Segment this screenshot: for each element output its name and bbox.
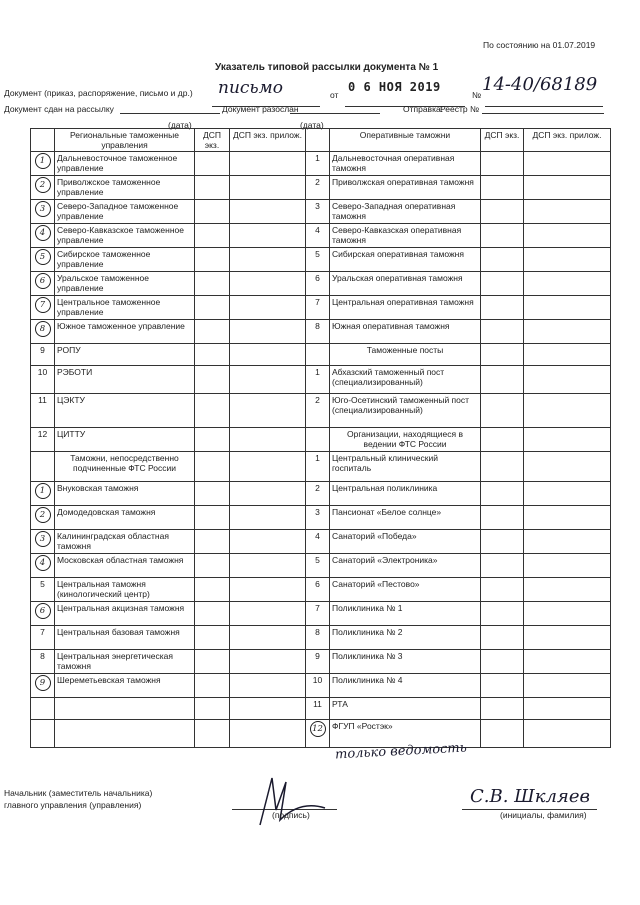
- right-row-number: [306, 626, 330, 650]
- row-number-text: 7: [315, 297, 320, 307]
- right-dsp-cell: [481, 452, 524, 482]
- left-row-number: [31, 482, 55, 506]
- right-dsp-att-cell: [524, 428, 611, 452]
- right-row-number: [306, 554, 330, 578]
- right-dsp-cell: [481, 296, 524, 320]
- left-row-name: Шереметьевская таможня: [55, 674, 195, 698]
- left-dsp-cell: [195, 320, 230, 344]
- left-dsp-cell: [195, 296, 230, 320]
- right-row-name: Санаторий «Пестово»: [330, 578, 481, 602]
- left-row-name: Центральная таможня (кинологический центр): [55, 578, 195, 602]
- right-dsp-cell: [481, 344, 524, 366]
- table-row: [31, 176, 611, 200]
- right-dsp-att-cell: [524, 248, 611, 272]
- left-dsp-att-cell: [230, 720, 306, 748]
- left-row-number: [31, 224, 55, 248]
- circled-number-mark: 2: [35, 177, 51, 193]
- right-dsp-cell: [481, 248, 524, 272]
- right-dsp-att-cell: [524, 626, 611, 650]
- right-row-number: [306, 366, 330, 394]
- left-row-name: Центральная акцизная таможня: [55, 602, 195, 626]
- right-dsp-att-cell: [524, 530, 611, 554]
- row-number-text: 4: [315, 531, 320, 541]
- left-dsp-att-cell: [230, 320, 306, 344]
- table-row: [31, 720, 611, 748]
- right-row-number: [306, 248, 330, 272]
- left-dsp-cell: [195, 452, 230, 482]
- table-row: [31, 366, 611, 394]
- right-dsp-cell: [481, 200, 524, 224]
- right-dsp-att-cell: [524, 720, 611, 748]
- name-handwritten: С.В. Шкляев: [470, 786, 590, 807]
- right-row-name: Уральская оперативная таможня: [330, 272, 481, 296]
- table-row: [31, 200, 611, 224]
- left-row-number: [31, 272, 55, 296]
- right-row-number: [306, 296, 330, 320]
- table-row: [31, 506, 611, 530]
- right-row-number: [306, 200, 330, 224]
- table-row: [31, 482, 611, 506]
- left-row-number: [31, 578, 55, 602]
- right-dsp-cell: [481, 272, 524, 296]
- sent-line: [120, 112, 220, 114]
- left-row-number: [31, 152, 55, 176]
- handwritten-note: только ведомость: [334, 740, 468, 763]
- right-row-name: Центральный клинический госпиталь: [330, 452, 481, 482]
- table-row: [31, 296, 611, 320]
- table-row: [31, 320, 611, 344]
- right-dsp-att-cell: [524, 698, 611, 720]
- left-dsp-att-cell: [230, 394, 306, 428]
- row-number-text: 10: [312, 675, 323, 685]
- left-row-number: [31, 698, 55, 720]
- row-number-text: 6: [315, 579, 320, 589]
- distributed-label: Документ разослан: [222, 104, 299, 114]
- sent-label: Документ сдан на рассылку: [4, 104, 114, 114]
- left-row-name: Калининградская областная таможня: [55, 530, 195, 554]
- from-label: от: [330, 90, 339, 100]
- right-row-name: Юго-Осетинский таможенный пост (специализированный): [330, 394, 481, 428]
- left-dsp-cell: [195, 626, 230, 650]
- right-row-number: [306, 320, 330, 344]
- left-row-name: Центральная энергетическая таможня: [55, 650, 195, 674]
- right-dsp-att-cell: [524, 152, 611, 176]
- row-number-text: 6: [315, 273, 320, 283]
- left-dsp-cell: [195, 578, 230, 602]
- row-number-text: 5: [315, 555, 320, 565]
- right-dsp-cell: [481, 482, 524, 506]
- circled-number-mark: 1: [35, 153, 51, 169]
- right-row-number: [306, 394, 330, 428]
- row-number-text: 9: [315, 651, 320, 661]
- right-row-name: Центральная поликлиника: [330, 482, 481, 506]
- left-dsp-att-cell: [230, 272, 306, 296]
- row-number-text: 8: [315, 627, 320, 637]
- row-number-text: 10: [37, 367, 48, 377]
- left-row-name: Центральное таможенное управление: [55, 296, 195, 320]
- left-dsp-att-cell: [230, 248, 306, 272]
- left-row-number: [31, 650, 55, 674]
- right-dsp-att-cell: [524, 320, 611, 344]
- right-dsp-cell: [481, 428, 524, 452]
- right-row-name: Южная оперативная таможня: [330, 320, 481, 344]
- left-dsp-att-cell: [230, 152, 306, 176]
- table-row: [31, 626, 611, 650]
- right-dsp-att-cell: [524, 200, 611, 224]
- registry-label: Реестр №: [440, 104, 480, 114]
- right-dsp-cell: [481, 554, 524, 578]
- right-dsp-att-cell: [524, 224, 611, 248]
- right-row-name: Поликлиника № 4: [330, 674, 481, 698]
- left-dsp-cell: [195, 650, 230, 674]
- left-row-number: [31, 366, 55, 394]
- left-row-number: [31, 344, 55, 366]
- left-row-name: РЭБОТИ: [55, 366, 195, 394]
- row-number-text: 9: [40, 345, 45, 355]
- row-number-text: 7: [315, 603, 320, 613]
- right-row-name: Таможенные посты: [330, 344, 481, 366]
- right-dsp-cell: [481, 720, 524, 748]
- distribution-table: [30, 128, 611, 748]
- left-dsp-cell: [195, 530, 230, 554]
- right-dsp-cell: [481, 530, 524, 554]
- left-dsp-cell: [195, 200, 230, 224]
- right-dsp-cell: [481, 176, 524, 200]
- table-row: [31, 602, 611, 626]
- row-number-text: 8: [40, 651, 45, 661]
- left-row-number: [31, 428, 55, 452]
- row-number-text: 7: [40, 627, 45, 637]
- header-num-right: [306, 129, 330, 152]
- row-number-text: 2: [315, 395, 320, 405]
- right-row-name: Поликлиника № 3: [330, 650, 481, 674]
- right-row-number: [306, 602, 330, 626]
- right-row-name: Абхазский таможенный пост (специализированный): [330, 366, 481, 394]
- left-dsp-cell: [195, 224, 230, 248]
- table-row: [31, 394, 611, 428]
- right-row-number: [306, 720, 330, 748]
- table-row: [31, 452, 611, 482]
- row-number-text: 11: [313, 699, 322, 709]
- header-dsp-right: ДСП экз.: [481, 129, 524, 152]
- left-dsp-att-cell: [230, 506, 306, 530]
- date-caption-2: (дата): [300, 120, 324, 130]
- right-dsp-cell: [481, 152, 524, 176]
- registry-line: [482, 112, 604, 114]
- right-dsp-att-cell: [524, 176, 611, 200]
- left-dsp-att-cell: [230, 428, 306, 452]
- right-row-number: [306, 152, 330, 176]
- right-dsp-att-cell: [524, 366, 611, 394]
- right-dsp-cell: [481, 650, 524, 674]
- left-row-number: [31, 602, 55, 626]
- right-row-number: [306, 578, 330, 602]
- right-row-name: Санаторий «Электроника»: [330, 554, 481, 578]
- right-dsp-att-cell: [524, 578, 611, 602]
- right-row-number: [306, 506, 330, 530]
- right-dsp-cell: [481, 578, 524, 602]
- left-dsp-cell: [195, 366, 230, 394]
- right-row-number: [306, 650, 330, 674]
- right-row-number: [306, 482, 330, 506]
- right-row-name: Северо-Кавказская оперативная таможня: [330, 224, 481, 248]
- left-row-name: Приволжское таможенное управление: [55, 176, 195, 200]
- row-number-text: 4: [315, 225, 320, 235]
- left-row-number: [31, 554, 55, 578]
- right-row-name: ФГУП «Ростэк»: [330, 720, 481, 748]
- row-number-text: 2: [315, 483, 320, 493]
- right-row-number: [306, 698, 330, 720]
- doc-type-handwritten: письмо: [218, 78, 284, 98]
- left-row-number: [31, 530, 55, 554]
- right-dsp-att-cell: [524, 674, 611, 698]
- right-row-name: Поликлиника № 1: [330, 602, 481, 626]
- left-row-name: ЦЭКТУ: [55, 394, 195, 428]
- left-dsp-att-cell: [230, 224, 306, 248]
- right-row-number: [306, 272, 330, 296]
- signature-caption: (подпись): [272, 810, 310, 820]
- distributed-line: [290, 112, 380, 114]
- right-row-name: Пансионат «Белое солнце»: [330, 506, 481, 530]
- circled-number-mark: 4: [35, 555, 51, 571]
- left-dsp-cell: [195, 428, 230, 452]
- circled-number-mark: 6: [35, 603, 51, 619]
- left-row-number: [31, 394, 55, 428]
- left-row-name: Северо-Кавказское таможенное управление: [55, 224, 195, 248]
- left-dsp-att-cell: [230, 674, 306, 698]
- left-dsp-att-cell: [230, 176, 306, 200]
- right-row-number: [306, 176, 330, 200]
- right-row-name: Поликлиника № 2: [330, 626, 481, 650]
- left-row-name: Северо-Западное таможенное управление: [55, 200, 195, 224]
- right-dsp-cell: [481, 698, 524, 720]
- left-row-name: Таможни, непосредственно подчиненные ФТС России: [55, 452, 195, 482]
- right-dsp-cell: [481, 602, 524, 626]
- right-dsp-att-cell: [524, 602, 611, 626]
- left-row-name: Дальневосточное таможенное управление: [55, 152, 195, 176]
- right-row-number: [306, 674, 330, 698]
- left-row-name: ЦИТТУ: [55, 428, 195, 452]
- date-caption-1: (дата): [168, 120, 192, 130]
- row-number-text: 3: [315, 201, 320, 211]
- table-row: [31, 578, 611, 602]
- left-row-name: Сибирское таможенное управление: [55, 248, 195, 272]
- left-dsp-cell: [195, 344, 230, 366]
- circled-number-mark: 7: [35, 297, 51, 313]
- right-dsp-att-cell: [524, 506, 611, 530]
- right-dsp-att-cell: [524, 394, 611, 428]
- table-row: [31, 554, 611, 578]
- row-number-text: 1: [315, 367, 320, 377]
- right-dsp-cell: [481, 506, 524, 530]
- table-row: [31, 248, 611, 272]
- left-row-name: [55, 698, 195, 720]
- left-dsp-att-cell: [230, 344, 306, 366]
- left-row-number: [31, 626, 55, 650]
- circled-number-mark: 6: [35, 273, 51, 289]
- right-dsp-cell: [481, 366, 524, 394]
- left-dsp-cell: [195, 152, 230, 176]
- left-dsp-cell: [195, 248, 230, 272]
- left-row-number: [31, 248, 55, 272]
- chief-label-2: главного управления (управления): [4, 800, 142, 810]
- right-dsp-cell: [481, 224, 524, 248]
- left-row-number: [31, 176, 55, 200]
- left-row-name: [55, 720, 195, 748]
- right-dsp-cell: [481, 674, 524, 698]
- table-row: [31, 674, 611, 698]
- circled-number-mark: 8: [35, 321, 51, 337]
- circled-number-mark: 5: [35, 249, 51, 265]
- left-row-number: [31, 674, 55, 698]
- number-label: №: [472, 90, 482, 100]
- left-row-name: РОПУ: [55, 344, 195, 366]
- row-number-text: 5: [40, 579, 45, 589]
- right-row-name: Северо-Западная оперативная таможня: [330, 200, 481, 224]
- circled-number-mark: 12: [310, 721, 326, 737]
- table-row: [31, 428, 611, 452]
- right-row-number: [306, 452, 330, 482]
- left-dsp-cell: [195, 602, 230, 626]
- circled-number-mark: 1: [35, 483, 51, 499]
- header-operational: Оперативные таможни: [330, 129, 481, 152]
- left-dsp-att-cell: [230, 366, 306, 394]
- left-dsp-att-cell: [230, 452, 306, 482]
- right-row-number: [306, 428, 330, 452]
- circled-number-mark: 3: [35, 531, 51, 547]
- right-row-number: [306, 224, 330, 248]
- right-dsp-att-cell: [524, 554, 611, 578]
- table-row: [31, 224, 611, 248]
- table-row: [31, 344, 611, 366]
- left-dsp-cell: [195, 482, 230, 506]
- left-row-name: Домодедовская таможня: [55, 506, 195, 530]
- chief-label-1: Начальник (заместитель начальника): [4, 788, 153, 798]
- right-dsp-cell: [481, 320, 524, 344]
- right-row-name: Дальневосточная оперативная таможня: [330, 152, 481, 176]
- right-row-name: РТА: [330, 698, 481, 720]
- right-row-name: Центральная оперативная таможня: [330, 296, 481, 320]
- header-dsp-att-left: ДСП экз. прилож.: [230, 129, 306, 152]
- right-dsp-att-cell: [524, 650, 611, 674]
- right-row-name: Приволжская оперативная таможня: [330, 176, 481, 200]
- left-dsp-cell: [195, 554, 230, 578]
- left-dsp-att-cell: [230, 296, 306, 320]
- left-dsp-cell: [195, 394, 230, 428]
- row-number-text: 5: [315, 249, 320, 259]
- name-caption: (инициалы, фамилия): [500, 810, 587, 820]
- header-dsp-att-right: ДСП экз. прилож.: [524, 129, 611, 152]
- table-row: [31, 650, 611, 674]
- doc-number-line: [485, 96, 603, 107]
- left-dsp-att-cell: [230, 554, 306, 578]
- left-row-number: [31, 200, 55, 224]
- right-row-name: Санаторий «Победа»: [330, 530, 481, 554]
- shipment-label: Отправка:: [403, 104, 444, 114]
- right-row-number: [306, 530, 330, 554]
- left-row-number: [31, 720, 55, 748]
- left-dsp-cell: [195, 176, 230, 200]
- left-dsp-cell: [195, 272, 230, 296]
- table-row: [31, 152, 611, 176]
- circled-number-mark: 4: [35, 225, 51, 241]
- left-row-number: [31, 452, 55, 482]
- left-dsp-att-cell: [230, 602, 306, 626]
- doc-date-stamp: 0 6 НОЯ 2019: [348, 80, 441, 94]
- circled-number-mark: 3: [35, 201, 51, 217]
- row-number-text: 3: [315, 507, 320, 517]
- signature-mark: [240, 770, 330, 830]
- left-dsp-cell: [195, 720, 230, 748]
- left-row-number: [31, 506, 55, 530]
- row-number-text: 2: [315, 177, 320, 187]
- left-row-name: Московская областная таможня: [55, 554, 195, 578]
- table-row: [31, 272, 611, 296]
- left-row-number: [31, 320, 55, 344]
- left-dsp-att-cell: [230, 200, 306, 224]
- left-dsp-att-cell: [230, 650, 306, 674]
- left-row-name: Внуковская таможня: [55, 482, 195, 506]
- right-row-number: [306, 344, 330, 366]
- left-dsp-cell: [195, 506, 230, 530]
- header-num-left: [31, 129, 55, 152]
- left-dsp-att-cell: [230, 530, 306, 554]
- row-number-text: 8: [315, 321, 320, 331]
- right-dsp-att-cell: [524, 482, 611, 506]
- left-row-number: [31, 296, 55, 320]
- right-row-name: Сибирская оперативная таможня: [330, 248, 481, 272]
- right-dsp-att-cell: [524, 452, 611, 482]
- row-number-text: 1: [315, 453, 320, 463]
- left-dsp-cell: [195, 698, 230, 720]
- table-row: [31, 530, 611, 554]
- right-dsp-att-cell: [524, 344, 611, 366]
- doc-label: Документ (приказ, распоряжение, письмо и др.): [4, 88, 193, 98]
- circled-number-mark: 2: [35, 507, 51, 523]
- header-dsp-left: ДСП экз.: [195, 129, 230, 152]
- left-dsp-cell: [195, 674, 230, 698]
- right-dsp-cell: [481, 626, 524, 650]
- row-number-text: 12: [37, 429, 48, 439]
- header-regional: Региональные таможенные управления: [55, 129, 195, 152]
- status-date: По состоянию на 01.07.2019: [483, 40, 596, 50]
- left-dsp-att-cell: [230, 578, 306, 602]
- table-row: [31, 698, 611, 720]
- left-row-name: Уральское таможенное управление: [55, 272, 195, 296]
- right-dsp-att-cell: [524, 272, 611, 296]
- doc-number-handwritten: 14-40/68189: [482, 74, 598, 95]
- row-number-text: 1: [315, 153, 320, 163]
- left-dsp-att-cell: [230, 626, 306, 650]
- circled-number-mark: 9: [35, 675, 51, 691]
- left-row-name: Южное таможенное управление: [55, 320, 195, 344]
- right-dsp-att-cell: [524, 296, 611, 320]
- left-dsp-att-cell: [230, 698, 306, 720]
- document-title: Указатель типовой рассылки документа № 1: [215, 62, 439, 73]
- row-number-text: 11: [38, 395, 47, 405]
- right-dsp-cell: [481, 394, 524, 428]
- left-row-name: Центральная базовая таможня: [55, 626, 195, 650]
- right-row-name: Организации, находящиеся в ведении ФТС России: [330, 428, 481, 452]
- left-dsp-att-cell: [230, 482, 306, 506]
